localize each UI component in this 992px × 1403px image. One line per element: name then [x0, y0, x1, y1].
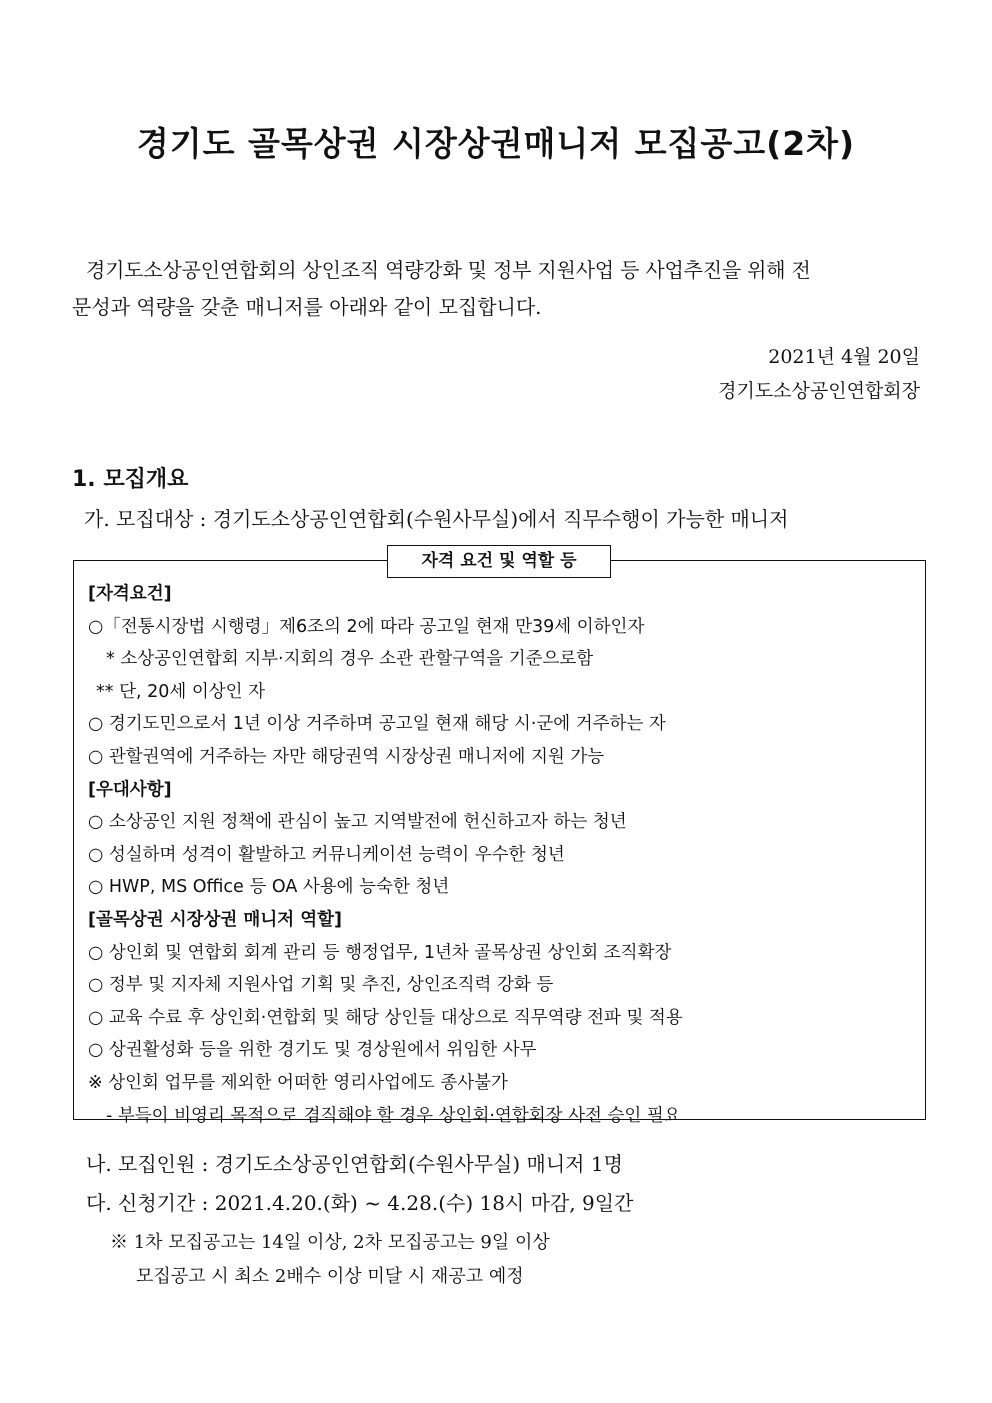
qualification-list: [88, 578, 918, 1132]
period-note: ※ 1차 모집공고는 14일 이상, 2차 모집공고는 9일 이상: [110, 1232, 550, 1253]
box-heading-preferences: [우대사항]: [88, 779, 172, 800]
list-item: ○ 소상공인 지원 정책에 관심이 높고 지역발전에 헌신하고자 하는 청년: [88, 812, 627, 833]
intro-line-1: 경기도소상공인연합회의 상인조직 역량강화 및 정부 지원사업 등 사업추진을 위해 전: [86, 258, 811, 282]
list-item-subnote: * 소상공인연합회 지부·지회의 경우 소관 관할구역을 기준으로함: [106, 649, 594, 670]
intro-paragraph: [72, 252, 922, 326]
qualification-box-title: 자격 요건 및 역할 등: [387, 545, 611, 578]
application-period: 다. 신청기간 : 2021.4.20.(화) ~ 4.28.(수) 18시 마감, 9일간: [86, 1191, 634, 1215]
list-item: ○ 성실하며 성격이 활발하고 커뮤니케이션 능력이 우수한 청년: [88, 844, 565, 865]
page-title: 경기도 골목상권 시장상권매니저 모집공고(2차): [136, 124, 856, 163]
period-note: 모집공고 시 최소 2배수 이상 미달 시 재공고 예정: [136, 1266, 524, 1287]
list-item: ○ 상권활성화 등을 위한 경기도 및 경상원에서 위임한 사무: [88, 1040, 537, 1061]
list-item: ○ HWP, MS Office 등 OA 사용에 능숙한 청년: [88, 877, 450, 898]
issuing-organization: 경기도소상공인연합회장: [718, 380, 920, 402]
list-item: ○ 경기도민으로서 1년 이상 거주하며 공고일 현재 해당 시·군에 거주하는 자: [88, 714, 666, 735]
list-item-subnote: ** 단, 20세 이상인 자: [96, 681, 266, 702]
announcement-date: 2021년 4월 20일: [768, 346, 920, 368]
recruit-count: 나. 모집인원 : 경기도소상공인연합회(수원사무실) 매니저 1명: [86, 1152, 623, 1176]
box-heading-qualifications: [자격요건]: [88, 584, 172, 604]
list-item-notice: ※ 상인회 업무를 제외한 어떠한 영리사업에도 종사불가: [88, 1072, 508, 1093]
intro-line-2: 문성과 역량을 갖춘 매니저를 아래와 같이 모집합니다.: [72, 295, 542, 319]
list-item: ○ 상인회 및 연합회 회계 관리 등 행정업무, 1년차 골목상권 상인회 조직확장: [88, 942, 672, 963]
list-item: ○ 관할권역에 거주하는 자만 해당권역 시장상권 매니저에 지원 가능: [88, 746, 605, 767]
list-item: ○ 정부 및 지자체 지원사업 기획 및 추진, 상인조직력 강화 등: [88, 975, 554, 996]
list-item: ○「전통시장법 시행령」제6조의 2에 따라 공고일 현재 만39세 이하인자: [88, 616, 645, 637]
box-heading-roles: [골목상권 시장상권 매니저 역할]: [88, 909, 343, 930]
recruit-target: 가. 모집대상 : 경기도소상공인연합회(수원사무실)에서 직무수행이 가능한 매니저: [84, 507, 789, 531]
list-item: ○ 교육 수료 후 상인회·연합회 및 해당 상인들 대상으로 직무역량 전파 및 적용: [88, 1007, 683, 1028]
section-heading-overview: 1. 모집개요: [72, 467, 189, 492]
list-item-subnote: - 부득이 비영리 목적으로 겸직해야 할 경우 상인회·연합회장 사전 승인 필요: [106, 1105, 681, 1126]
